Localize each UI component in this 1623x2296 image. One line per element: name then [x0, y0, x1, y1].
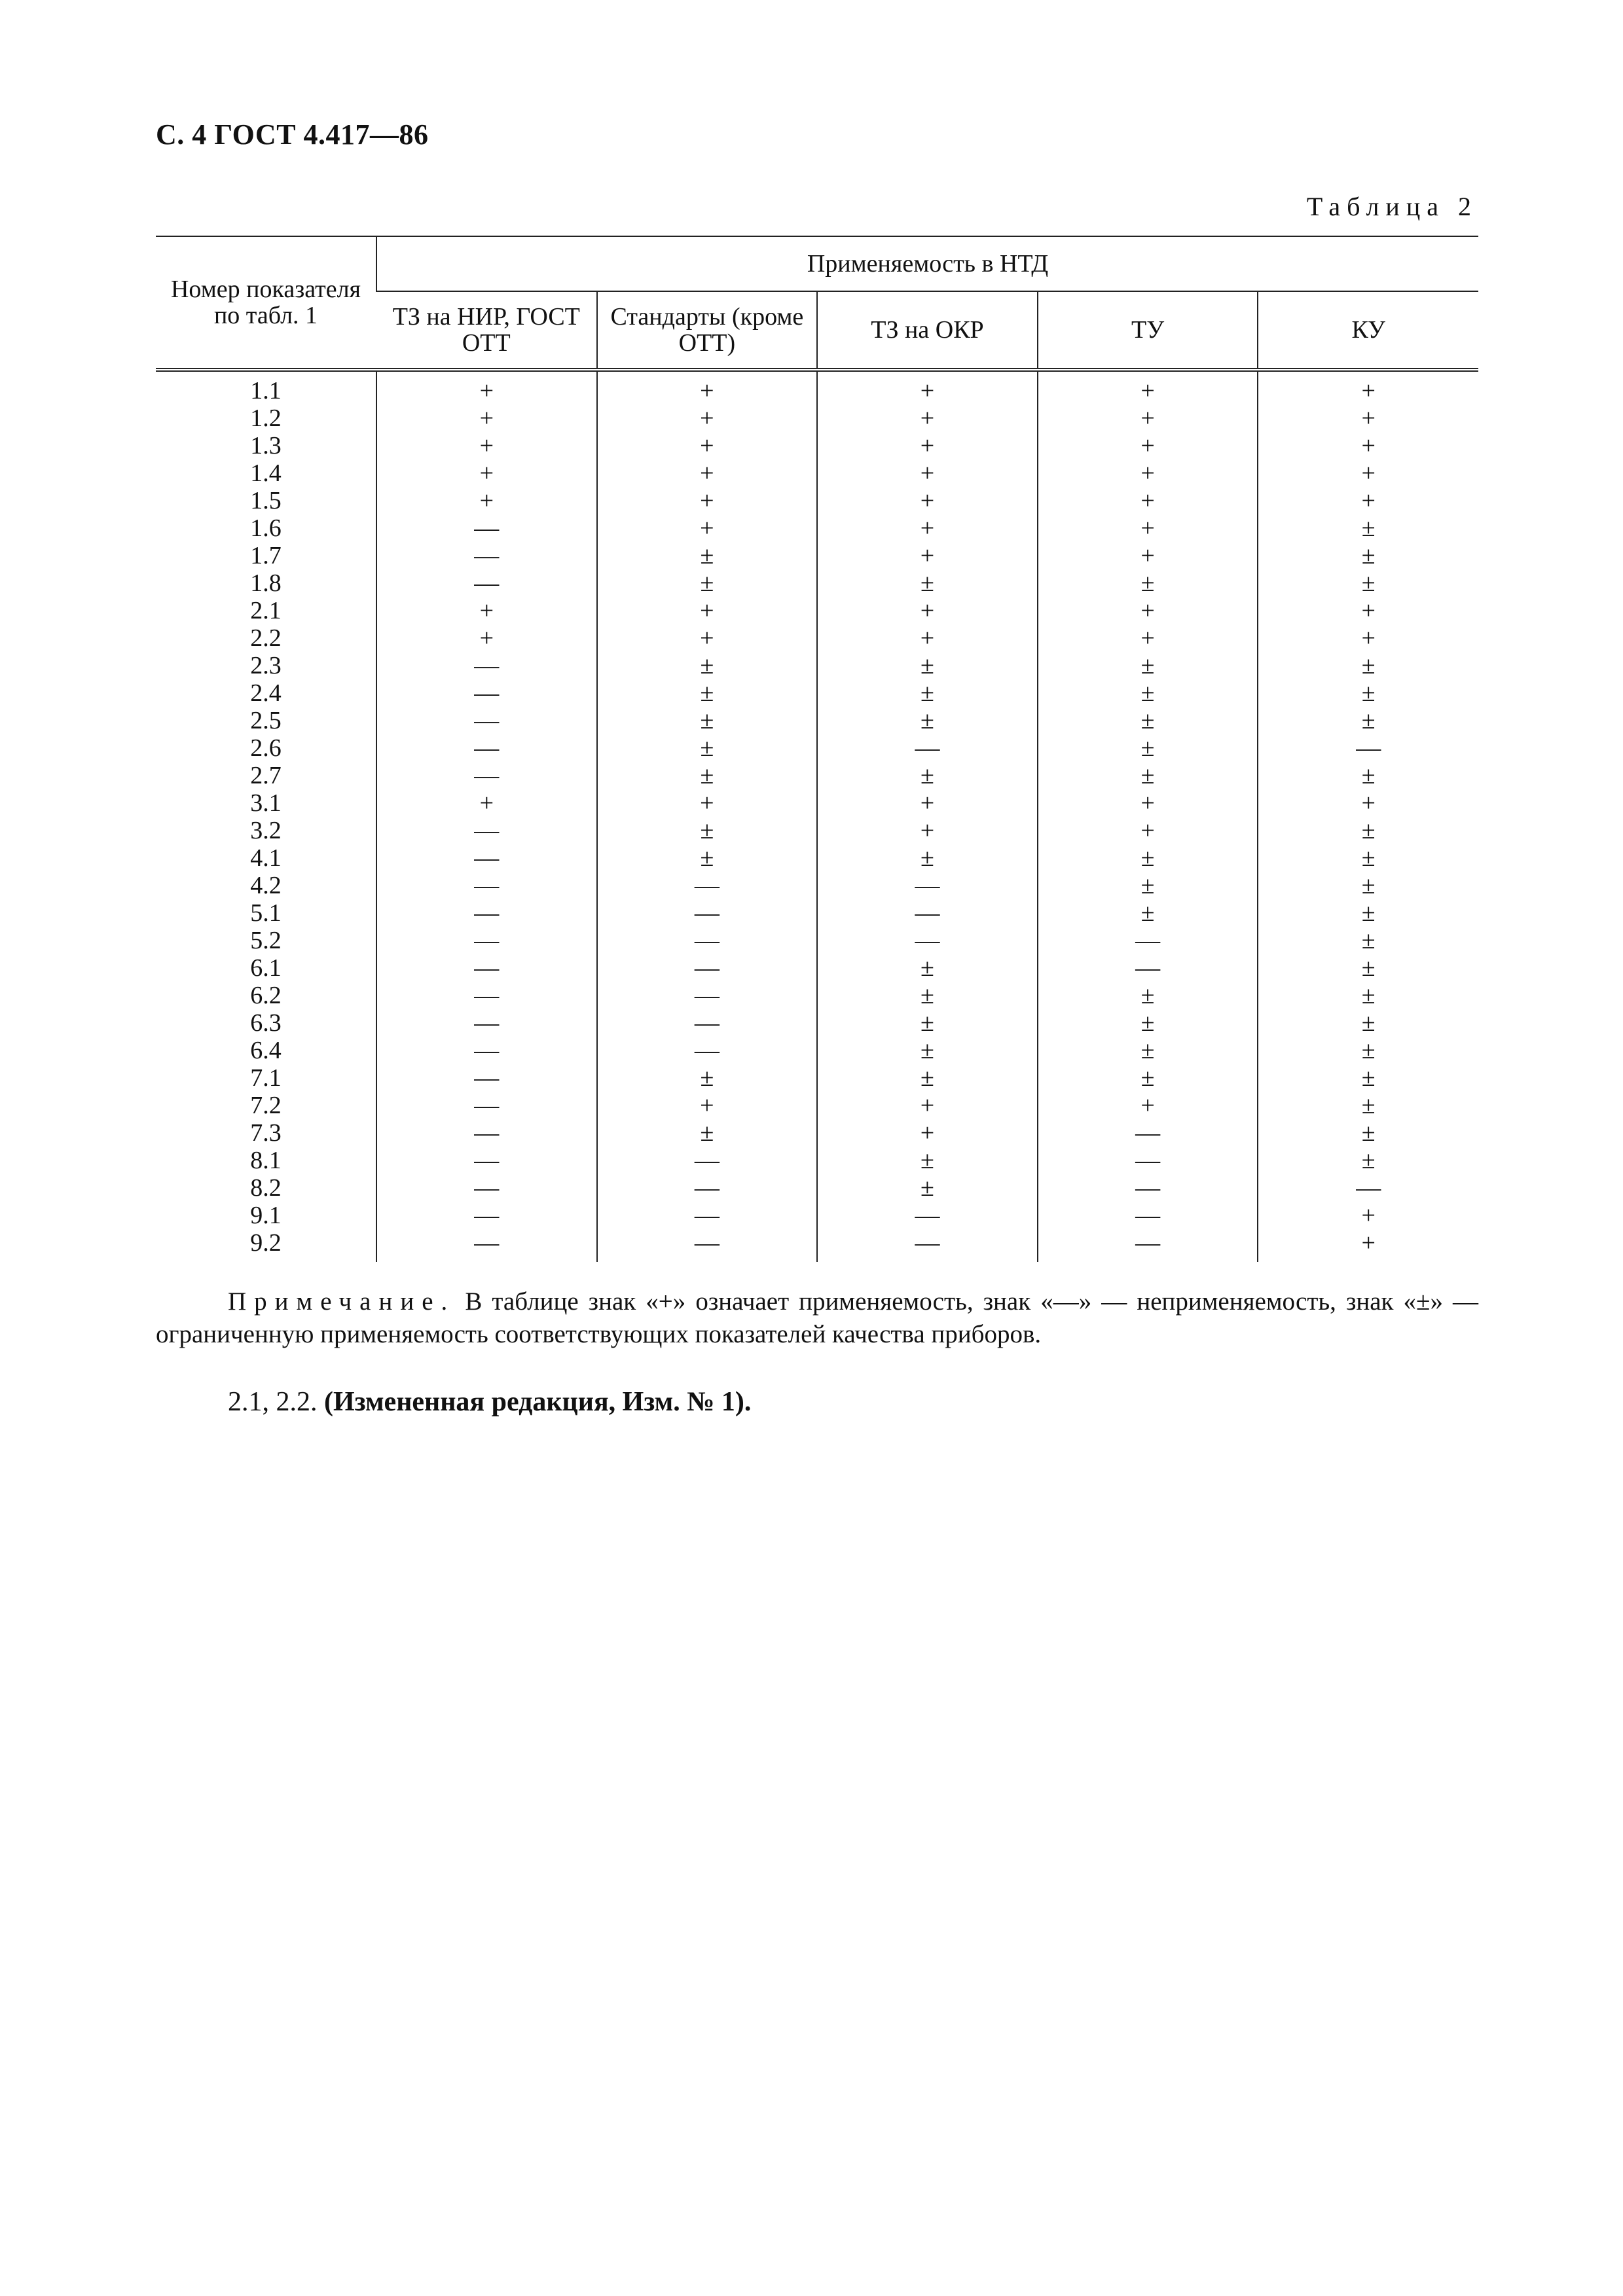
applicability-cell: —: [597, 1202, 818, 1229]
page-header: С. 4 ГОСТ 4.417—86: [156, 118, 429, 151]
applicability-cell: +: [1258, 487, 1478, 514]
applicability-cell: —: [376, 1174, 597, 1202]
applicability-cell: ±: [597, 734, 818, 762]
indicator-number-cell: 1.4: [250, 459, 282, 487]
indicator-number-cell: 8.2: [250, 1174, 282, 1202]
applicability-cell: —: [376, 652, 597, 679]
column-header: ТУ: [1038, 291, 1258, 370]
applicability-cell: ±: [597, 542, 818, 569]
applicability-cell: ±: [817, 844, 1038, 872]
applicability-cell: —: [376, 707, 597, 734]
applicability-cell: —: [597, 1009, 818, 1037]
applicability-cell: ±: [1258, 817, 1478, 844]
applicability-cell: —: [597, 1147, 818, 1174]
table-row: [156, 1037, 1478, 1064]
applicability-cell: —: [817, 1229, 1038, 1262]
applicability-cell: —: [1038, 927, 1258, 954]
applicability-cell: +: [597, 459, 818, 487]
table-row: [156, 789, 1478, 817]
applicability-cell: +: [376, 432, 597, 459]
applicability-cell: ±: [1038, 652, 1258, 679]
indicator-number-cell: 2.6: [250, 734, 282, 762]
applicability-cell: —: [597, 982, 818, 1009]
applicability-cell: +: [597, 789, 818, 817]
applicability-cell: ±: [817, 652, 1038, 679]
indicator-number-cell: 3.2: [250, 817, 282, 844]
applicability-cell: ±: [1258, 1037, 1478, 1064]
applicability-cell: —: [817, 899, 1038, 927]
applicability-cell: +: [376, 459, 597, 487]
applicability-cell: +: [1258, 624, 1478, 652]
applicability-cell: —: [597, 1037, 818, 1064]
amendment-line: [228, 1386, 751, 1418]
table-row: [156, 927, 1478, 954]
applicability-cell: ±: [1038, 762, 1258, 789]
applicability-cell: ±: [597, 652, 818, 679]
table-row: [156, 954, 1478, 982]
amendment-text: (Измененная редакция, Изм. № 1).: [324, 1387, 752, 1417]
applicability-cell: +: [1038, 597, 1258, 624]
applicability-cell: ±: [1038, 872, 1258, 899]
applicability-cell: ±: [817, 954, 1038, 982]
applicability-cell: +: [1038, 624, 1258, 652]
indicator-number-cell: 7.1: [250, 1064, 282, 1092]
applicability-cell: +: [1038, 789, 1258, 817]
table-row: [156, 734, 1478, 762]
indicator-number-cell: 1.1: [250, 377, 282, 404]
indicator-number-cell: 3.1: [250, 789, 282, 817]
applicability-cell: +: [1258, 459, 1478, 487]
indicator-number-cell: 2.3: [250, 652, 282, 679]
table-row: [156, 459, 1478, 487]
applicability-cell: ±: [1258, 514, 1478, 542]
table-row: [156, 1202, 1478, 1229]
applicability-cell: +: [1038, 487, 1258, 514]
indicator-number-cell: 6.4: [250, 1037, 282, 1064]
applicability-cell: —: [376, 844, 597, 872]
applicability-cell: +: [817, 487, 1038, 514]
applicability-cell: —: [817, 1202, 1038, 1229]
applicability-cell: +: [1258, 404, 1478, 432]
indicator-number-cell: 1.3: [250, 432, 282, 459]
applicability-cell: +: [1038, 1092, 1258, 1119]
applicability-cell: —: [1258, 1174, 1478, 1202]
table-row: [156, 597, 1478, 624]
applicability-cell: ±: [1258, 899, 1478, 927]
applicability-cell: —: [376, 982, 597, 1009]
applicability-cell: ±: [1258, 707, 1478, 734]
applicability-cell: +: [597, 487, 818, 514]
applicability-cell: +: [1038, 432, 1258, 459]
applicability-cell: ±: [1038, 734, 1258, 762]
table-row: [156, 1119, 1478, 1147]
table-row: [156, 1147, 1478, 1174]
group-header: Применяемость в НТД: [376, 236, 1478, 291]
applicability-cell: +: [1038, 542, 1258, 569]
applicability-cell: —: [376, 514, 597, 542]
amendment-prefix: 2.1, 2.2.: [228, 1387, 318, 1417]
applicability-cell: ±: [817, 1009, 1038, 1037]
applicability-cell: +: [597, 432, 818, 459]
applicability-cell: ±: [817, 569, 1038, 597]
applicability-cell: +: [817, 817, 1038, 844]
applicability-cell: +: [597, 370, 818, 404]
applicability-cell: —: [597, 1174, 818, 1202]
applicability-cell: —: [1258, 734, 1478, 762]
indicator-number-cell: 1.7: [250, 542, 282, 569]
applicability-cell: —: [376, 1064, 597, 1092]
indicator-number-cell: 2.5: [250, 707, 282, 734]
applicability-cell: —: [376, 1037, 597, 1064]
applicability-cell: ±: [1038, 569, 1258, 597]
applicability-cell: ±: [817, 679, 1038, 707]
applicability-cell: ±: [597, 844, 818, 872]
indicator-number-cell: 6.3: [250, 1009, 282, 1037]
applicability-cell: ±: [1038, 1064, 1258, 1092]
applicability-cell: +: [376, 370, 597, 404]
applicability-cell: ±: [817, 1174, 1038, 1202]
table-row: [156, 899, 1478, 927]
applicability-cell: +: [1258, 370, 1478, 404]
column-header: КУ: [1258, 291, 1478, 370]
applicability-cell: —: [376, 542, 597, 569]
table-row: [156, 1229, 1478, 1262]
applicability-cell: +: [597, 624, 818, 652]
applicability-cell: ±: [1258, 762, 1478, 789]
applicability-cell: ±: [597, 569, 818, 597]
note-label: Примечание.: [228, 1287, 456, 1316]
indicator-number-cell: 2.4: [250, 679, 282, 707]
applicability-cell: +: [817, 542, 1038, 569]
applicability-cell: +: [1258, 1229, 1478, 1262]
column-header: Стандарты (кроме ОТТ): [597, 291, 818, 370]
applicability-cell: ±: [597, 707, 818, 734]
applicability-cell: ±: [817, 1064, 1038, 1092]
applicability-cell: +: [597, 1092, 818, 1119]
applicability-cell: ±: [1038, 679, 1258, 707]
applicability-cell: +: [376, 624, 597, 652]
note-text: В таблице знак «+» означает применяемость, знак «—» — неприменяемость, знак «±» — ограниченную применяемость соответствующих показателей качества приборов.: [156, 1287, 1479, 1348]
table-caption: Таблица 2: [1306, 192, 1478, 221]
applicability-cell: ±: [1258, 982, 1478, 1009]
applicability-cell: +: [817, 789, 1038, 817]
table-row: [156, 569, 1478, 597]
applicability-cell: ±: [817, 762, 1038, 789]
applicability-cell: —: [817, 927, 1038, 954]
table-row: [156, 370, 1478, 404]
table-row: [156, 487, 1478, 514]
table-note: [156, 1285, 1478, 1351]
applicability-cell: +: [1038, 514, 1258, 542]
applicability-cell: +: [597, 404, 818, 432]
indicator-number-cell: 5.1: [250, 899, 282, 927]
applicability-cell: ±: [817, 707, 1038, 734]
applicability-cell: +: [1038, 404, 1258, 432]
indicator-number-cell: 1.6: [250, 514, 282, 542]
applicability-cell: ±: [1038, 1009, 1258, 1037]
applicability-cell: ±: [817, 1037, 1038, 1064]
applicability-cell: —: [1038, 1202, 1258, 1229]
applicability-cell: —: [376, 762, 597, 789]
applicability-cell: ±: [597, 817, 818, 844]
indicator-number-cell: 7.2: [250, 1092, 282, 1119]
table-row: [156, 514, 1478, 542]
table-row: [156, 872, 1478, 899]
indicator-number-cell: 2.2: [250, 624, 282, 652]
applicability-cell: ±: [597, 1119, 818, 1147]
applicability-cell: —: [376, 679, 597, 707]
table-row: [156, 652, 1478, 679]
applicability-cell: —: [376, 1119, 597, 1147]
applicability-cell: —: [1038, 1147, 1258, 1174]
column-header: ТЗ на НИР, ГОСТ ОТТ: [376, 291, 597, 370]
applicability-cell: +: [1258, 432, 1478, 459]
applicability-cell: +: [817, 1119, 1038, 1147]
table: [156, 236, 1478, 1262]
table-row: [156, 844, 1478, 872]
table-row: [156, 404, 1478, 432]
indicator-number-cell: 6.2: [250, 982, 282, 1009]
applicability-cell: —: [597, 899, 818, 927]
table-row: [156, 982, 1478, 1009]
applicability-cell: +: [817, 597, 1038, 624]
applicability-cell: —: [1038, 1229, 1258, 1262]
applicability-cell: ±: [1038, 899, 1258, 927]
indicator-number-cell: 1.8: [250, 569, 282, 597]
applicability-cell: —: [597, 954, 818, 982]
indicator-number-cell: 9.1: [250, 1202, 282, 1229]
applicability-cell: +: [817, 1092, 1038, 1119]
applicability-cell: ±: [1258, 1064, 1478, 1092]
applicability-cell: +: [597, 514, 818, 542]
applicability-cell: —: [376, 1202, 597, 1229]
applicability-cell: —: [1038, 1119, 1258, 1147]
applicability-cell: ±: [1258, 679, 1478, 707]
table-row: [156, 1009, 1478, 1037]
applicability-cell: +: [1258, 1202, 1478, 1229]
applicability-cell: ±: [1038, 982, 1258, 1009]
applicability-cell: ±: [1258, 569, 1478, 597]
applicability-cell: ±: [1258, 1092, 1478, 1119]
applicability-cell: +: [817, 432, 1038, 459]
applicability-cell: ±: [597, 679, 818, 707]
applicability-cell: —: [376, 899, 597, 927]
applicability-cell: —: [376, 1009, 597, 1037]
applicability-cell: ±: [1258, 954, 1478, 982]
applicability-cell: —: [817, 872, 1038, 899]
table-row: [156, 762, 1478, 789]
table-row: [156, 707, 1478, 734]
indicator-number-cell: 4.2: [250, 872, 282, 899]
column-header: ТЗ на ОКР: [817, 291, 1038, 370]
applicability-cell: —: [376, 817, 597, 844]
applicability-cell: +: [376, 487, 597, 514]
applicability-cell: —: [376, 1229, 597, 1262]
indicator-number-cell: 4.1: [250, 844, 282, 872]
applicability-cell: +: [1038, 370, 1258, 404]
applicability-cell: +: [817, 514, 1038, 542]
applicability-cell: ±: [1038, 1037, 1258, 1064]
indicator-number-cell: 8.1: [250, 1147, 282, 1174]
applicability-cell: +: [817, 370, 1038, 404]
table-body: [156, 370, 1478, 1262]
applicability-cell: —: [376, 1092, 597, 1119]
indicator-number-cell: 5.2: [250, 927, 282, 954]
applicability-cell: —: [817, 734, 1038, 762]
applicability-cell: —: [597, 1229, 818, 1262]
applicability-cell: +: [817, 459, 1038, 487]
applicability-cell: —: [1038, 954, 1258, 982]
applicability-cell: ±: [1258, 1147, 1478, 1174]
applicability-cell: +: [817, 404, 1038, 432]
applicability-cell: ±: [1258, 872, 1478, 899]
table-row: [156, 679, 1478, 707]
applicability-cell: +: [1258, 597, 1478, 624]
applicability-cell: ±: [817, 982, 1038, 1009]
applicability-cell: +: [817, 624, 1038, 652]
table-row: [156, 817, 1478, 844]
table-row: [156, 1174, 1478, 1202]
indicator-number-cell: 2.1: [250, 597, 282, 624]
indicator-number-cell: 9.2: [250, 1229, 282, 1257]
indicator-number-cell: 2.7: [250, 762, 282, 789]
indicator-number-cell: 1.2: [250, 404, 282, 432]
applicability-cell: ±: [1258, 542, 1478, 569]
applicability-cell: —: [376, 927, 597, 954]
applicability-cell: ±: [817, 1147, 1038, 1174]
applicability-cell: ±: [1258, 1119, 1478, 1147]
table-row: [156, 624, 1478, 652]
applicability-cell: —: [376, 1147, 597, 1174]
applicability-cell: —: [376, 569, 597, 597]
applicability-cell: —: [1038, 1174, 1258, 1202]
stub-header: Номер показателя по табл. 1: [156, 236, 376, 370]
applicability-cell: —: [376, 734, 597, 762]
indicator-number-cell: 1.5: [250, 487, 282, 514]
applicability-cell: ±: [1038, 844, 1258, 872]
applicability-cell: —: [597, 872, 818, 899]
table-row: [156, 1064, 1478, 1092]
applicability-cell: —: [597, 927, 818, 954]
applicability-cell: +: [1038, 817, 1258, 844]
applicability-cell: ±: [1258, 844, 1478, 872]
applicability-cell: ±: [1258, 1009, 1478, 1037]
applicability-cell: ±: [1038, 707, 1258, 734]
table-row: [156, 1092, 1478, 1119]
applicability-cell: +: [1258, 789, 1478, 817]
applicability-cell: +: [597, 597, 818, 624]
applicability-cell: —: [376, 872, 597, 899]
indicator-number-cell: 6.1: [250, 954, 282, 982]
table-row: [156, 432, 1478, 459]
applicability-cell: ±: [1258, 927, 1478, 954]
applicability-cell: +: [376, 597, 597, 624]
applicability-cell: ±: [597, 762, 818, 789]
applicability-table: [156, 236, 1478, 1262]
applicability-cell: ±: [1258, 652, 1478, 679]
applicability-cell: —: [376, 954, 597, 982]
applicability-cell: +: [1038, 459, 1258, 487]
table-row: [156, 542, 1478, 569]
applicability-cell: +: [376, 789, 597, 817]
applicability-cell: +: [376, 404, 597, 432]
indicator-number-cell: 7.3: [250, 1119, 282, 1147]
applicability-cell: ±: [597, 1064, 818, 1092]
